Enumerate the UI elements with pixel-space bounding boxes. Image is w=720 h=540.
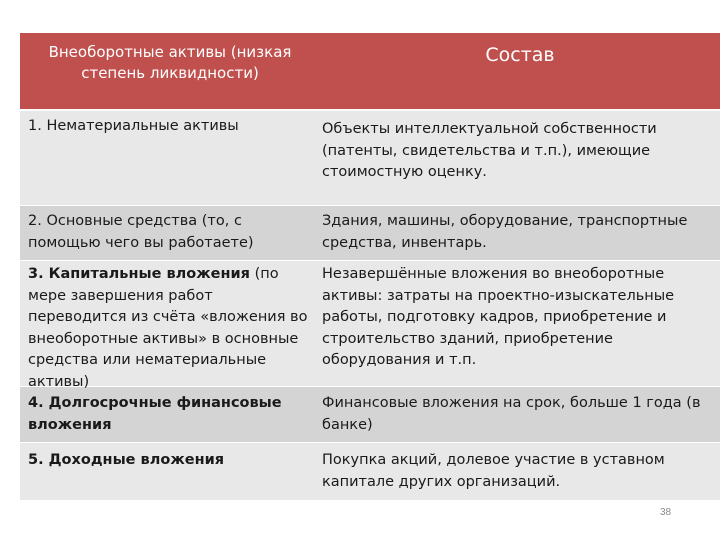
row-3-asset-cell [20,261,320,390]
row-4-composition: Финансовые вложения на срок, больше 1 года (в банке) [322,395,701,433]
row-5-composition: Покупка акций, долевое участие в уставном капитале других организаций. [322,452,665,490]
table-row [20,206,720,261]
row-1-asset-cell [20,111,320,205]
table-header [20,33,720,111]
row-3-composition: Незавершённые вложения во внеоборотные активы: затраты на проектно-изыскательные работы, подготовку кадров, приобретение и строительство зданий, приобретение оборудования и т.п. [322,266,675,368]
header-cell-composition: Состав [485,44,555,66]
page-number: 38 [660,507,672,518]
table-row [20,261,720,390]
row-4-asset-cell [20,387,320,442]
row-1-asset-name: 1. Нематериальные активы [28,118,239,134]
table-row [20,111,720,206]
row-3-asset-note: (по мере завершения работ переводится из счёта «вложения во внеоборотные активы» в основные средства или нематериальные активы) [28,266,308,390]
row-2-composition: Здания, машины, оборудование, транспортные средства, инвентарь. [322,213,688,251]
row-5-asset-name: 5. Доходные вложения [28,452,225,468]
row-4-asset-name: 4. Долгосрочные финансовые вложения [28,395,282,433]
row-1-composition: Объекты интеллектуальной собственности (патенты, свидетельства и т.п.), имеющие стоимостную оценку. [322,121,657,180]
row-2-asset-name: 2. Основные средства (то, с помощью чего вы работаете) [28,213,254,251]
header-cell-assets: Внеоборотные активы (низкая степень ликвидности) [48,43,292,82]
row-3-asset-name: 3. Капитальные вложения [28,266,250,282]
table-row [20,387,720,443]
assets-table [20,33,720,501]
table-row [20,443,720,501]
row-2-asset-cell [20,206,320,260]
row-5-asset-cell [20,443,320,500]
